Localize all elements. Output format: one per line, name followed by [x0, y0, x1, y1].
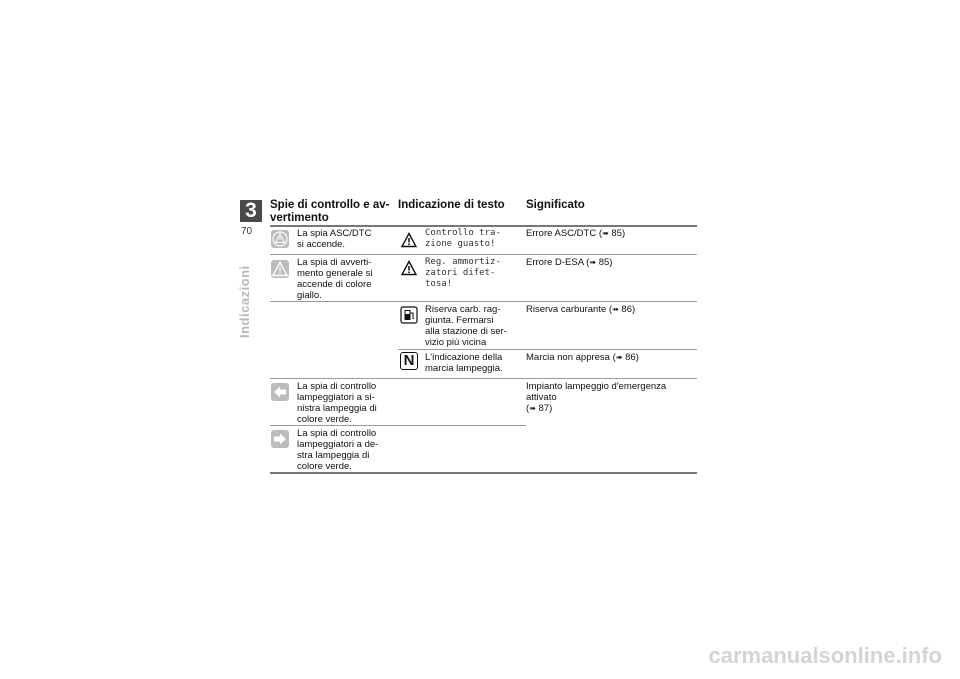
row-divider [398, 349, 697, 350]
display-text: Controllo tra- zione guasto! [425, 228, 501, 249]
watermark: carmanualsonline.info [708, 643, 942, 668]
header-col-display: Indicazione di testo [398, 199, 505, 211]
meaning-text: Riserva carburante (➠ 86) [526, 304, 636, 315]
header-col-meaning: Significato [526, 199, 585, 211]
meaning-text: Impianto lampeggio d'emergenza attivato (➠ 87) [526, 381, 667, 414]
turn-right-arrow-icon [271, 430, 289, 448]
meaning-label: Riserva carburante [526, 304, 607, 315]
display-text: L'indicazione della marcia lampeggia. [425, 352, 503, 374]
row-divider [270, 378, 697, 379]
turn-left-arrow-icon [271, 383, 289, 401]
display-text: Reg. ammortiz- zatori difet- tosa! [425, 257, 501, 289]
meaning-label: Errore D-ESA [526, 257, 584, 268]
meaning-text: Errore D-ESA (➠ 85) [526, 257, 613, 268]
page-number: 70 [241, 226, 253, 237]
meaning-text: Errore ASC/DTC (➠ 85) [526, 228, 626, 239]
page-ref: 86 [621, 304, 632, 315]
page-ref: 87 [538, 403, 550, 414]
chapter-number: 3 [240, 200, 262, 222]
general-warning-icon [271, 260, 289, 278]
row-divider [270, 301, 697, 302]
page-ref: 86 [625, 352, 636, 363]
light-desc: La spia ASC/DTC si accende. [297, 228, 372, 250]
page-ref: 85 [611, 228, 622, 239]
ref-arrow-icon: ➠ [602, 229, 609, 238]
warning-triangle-icon [400, 259, 418, 277]
row-divider [270, 425, 526, 426]
chapter-side-label: Indicazioni [237, 265, 252, 338]
meaning-text: Marcia non appresa (➠ 86) [526, 352, 639, 363]
light-desc: La spia di controllo lampeggiatori a si- nistra lampeggia di colore verde. [297, 381, 377, 425]
page-ref: 85 [598, 257, 610, 268]
meaning-label: Errore ASC/DTC [526, 228, 597, 239]
meaning-label: Impianto lampeggio d'emergenza attivato [526, 381, 667, 403]
table-bottom-rule [270, 472, 697, 474]
fuel-pump-icon [400, 306, 418, 324]
header-rule [270, 225, 697, 227]
header-col-lights: Spie di controllo e av- vertimento [270, 199, 390, 224]
meaning-label: Marcia non appresa [526, 352, 610, 363]
ref-arrow-icon: ➠ [612, 305, 619, 314]
row-divider [270, 254, 697, 255]
light-desc: La spia di controllo lampeggiatori a de- stra lampeggia di colore verde. [297, 428, 379, 472]
display-text: Riserva carb. rag- giunta. Fermarsi alla stazione di ser- vizio più vicina [425, 304, 507, 348]
warning-triangle-icon [400, 231, 418, 249]
asc-warning-icon [271, 230, 289, 248]
light-desc: La spia di avverti- mento generale si accende di colore giallo. [297, 257, 373, 301]
ref-arrow-icon: ➠ [529, 404, 536, 413]
neutral-n-icon: N [400, 352, 418, 370]
ref-arrow-icon: ➠ [615, 353, 623, 362]
ref-arrow-icon: ➠ [589, 258, 597, 267]
